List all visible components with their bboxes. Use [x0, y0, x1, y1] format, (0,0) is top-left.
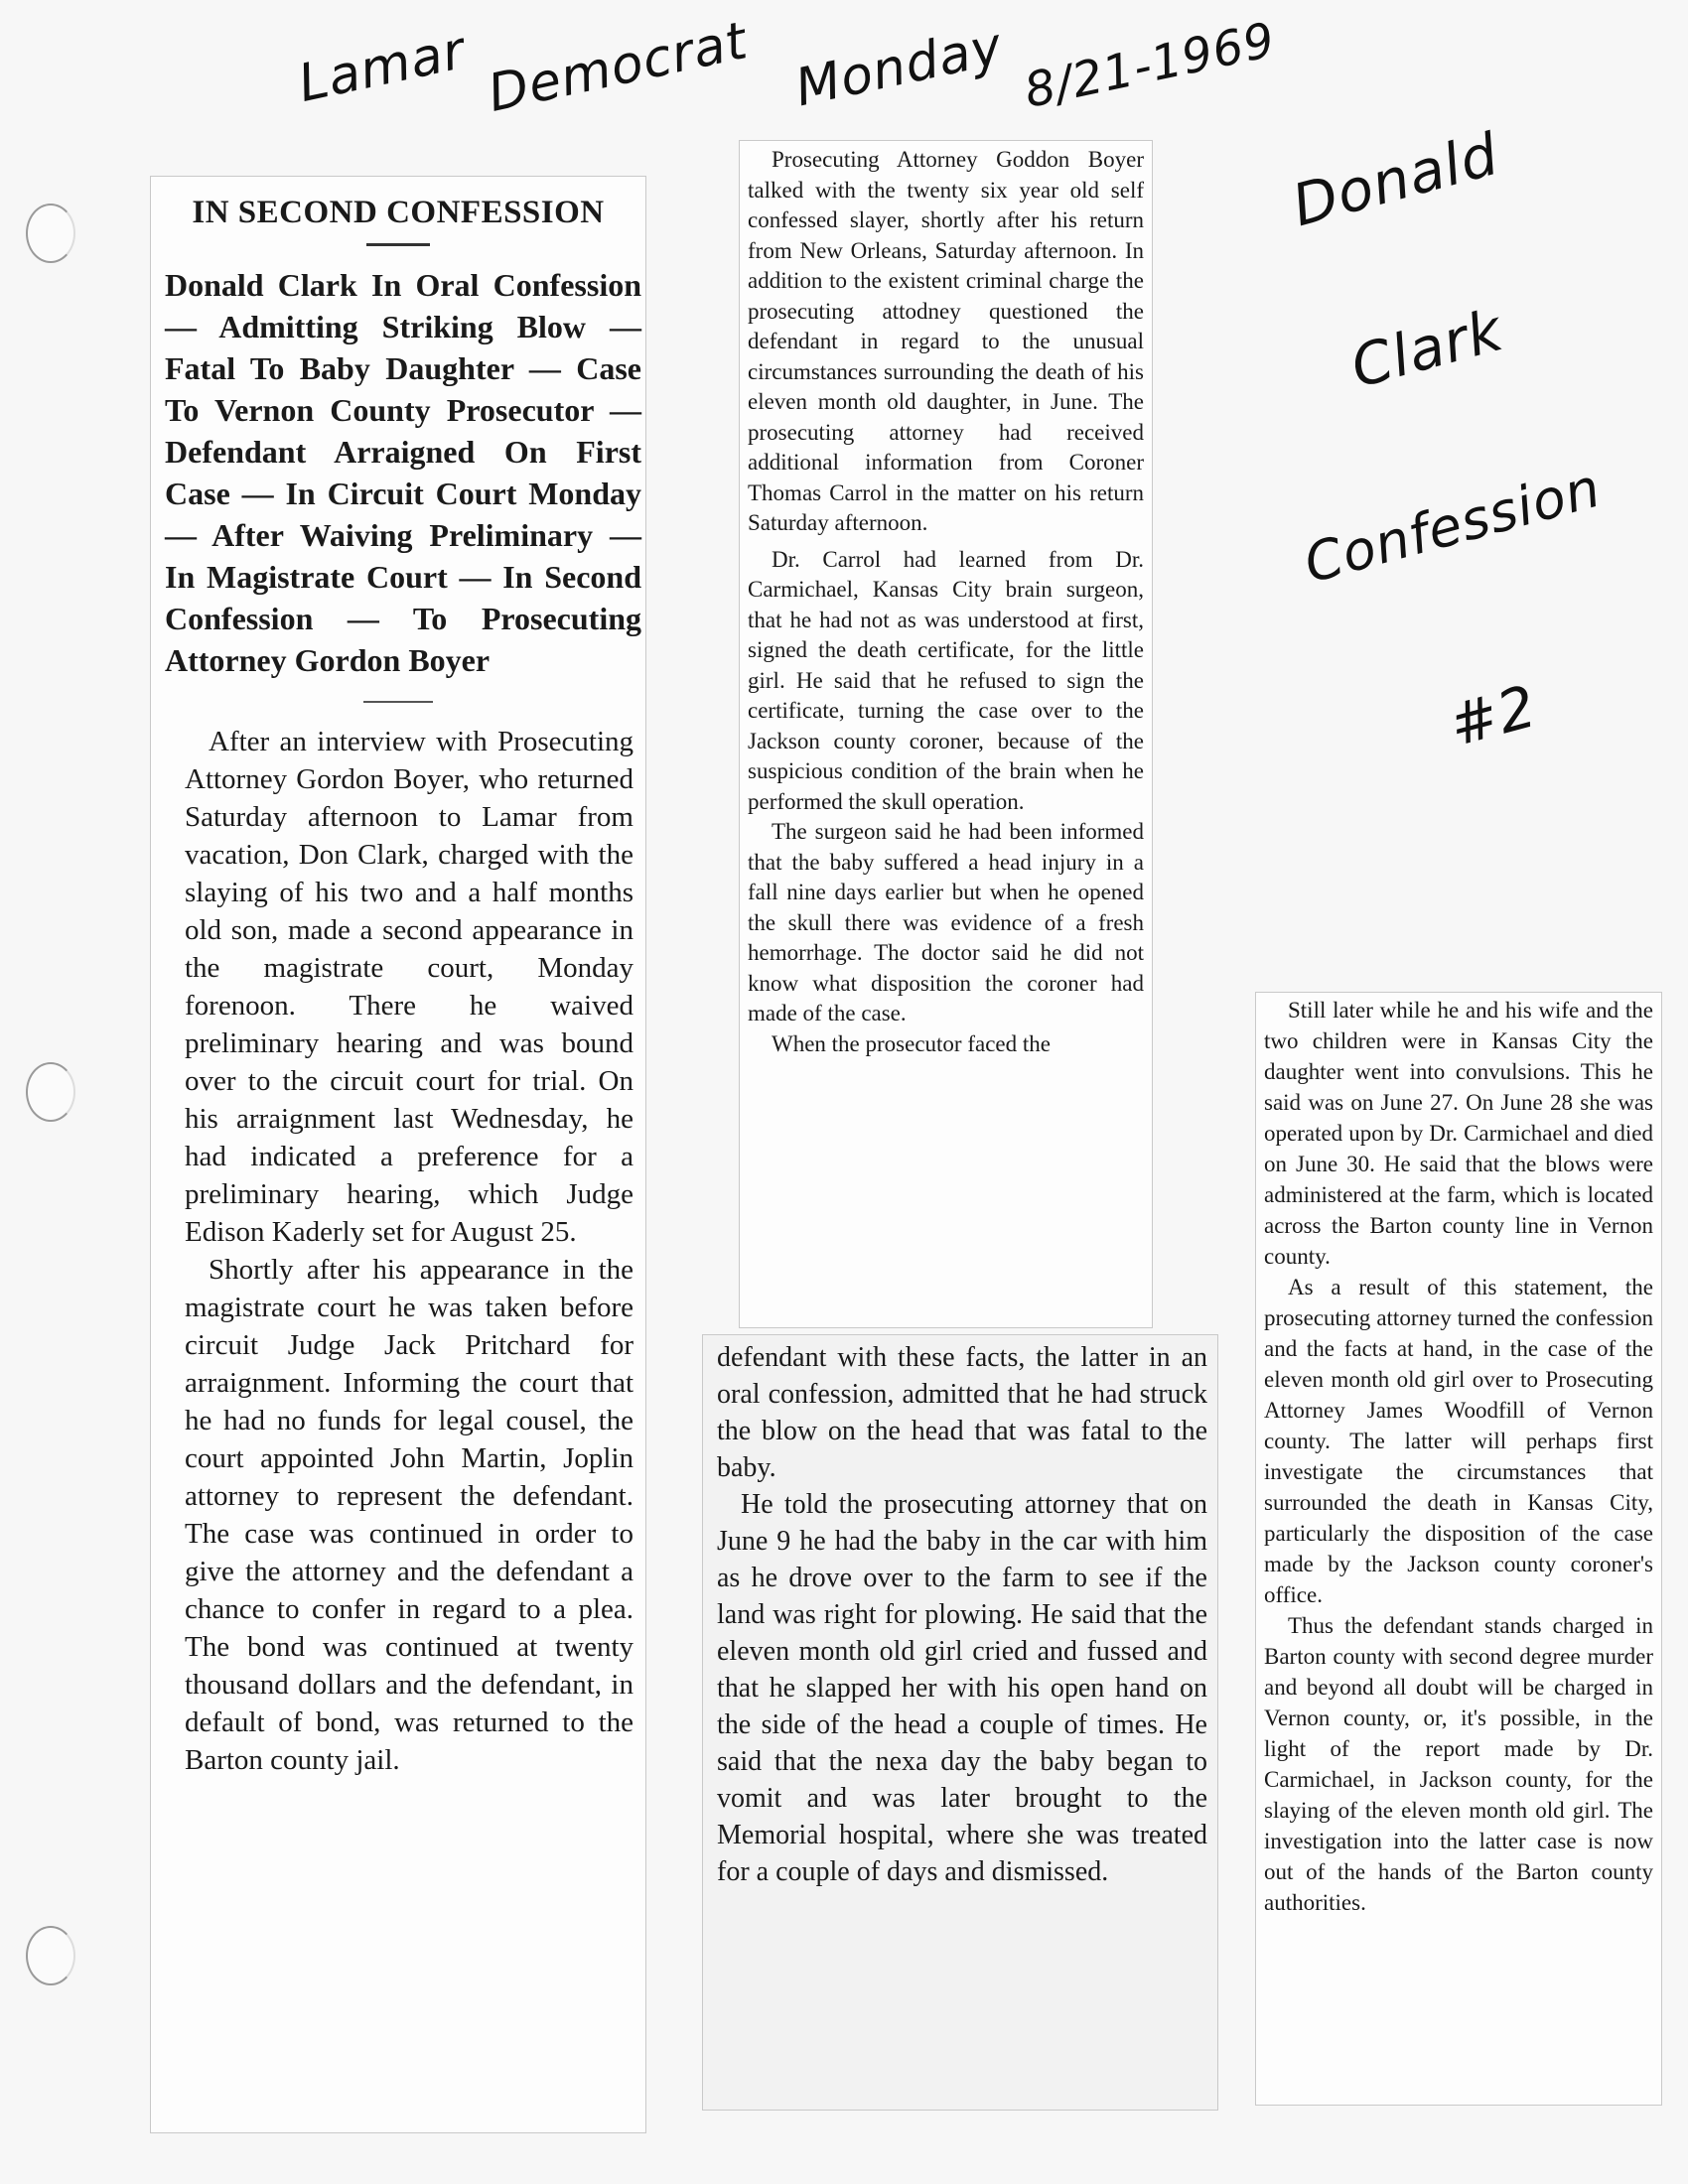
clipping-column-1 [151, 177, 645, 2132]
handwritten-label: Donald [1285, 119, 1506, 240]
clipping-column-2-upper [740, 141, 1152, 1327]
paragraph: After an interview with Prosecuting Attorney Gordon Boyer, who returned Saturday afternoon to Lamar from vacation, Don Clark, charged with the slaying of his two and a half months old son, made a second appearance in the magistrate court, Monday forenoon. There he waived preliminary hearing and was bound over to the circuit court for trial. On his arraignment last Wednesday, he had indicated a preference for a preliminary hearing, which Judge Edison Kaderly set for August 25. [185, 726, 633, 1248]
handwritten-label: Clark [1343, 296, 1510, 401]
paragraph: The surgeon said he had been informed that the baby suffered a head injury in a fall nine days earlier but when he opened the skull there was evidence of a fresh hemorrhage. The doctor said he did not know what disposition the coroner had made of the case. [748, 819, 1144, 1025]
headline: IN SECOND CONFESSION [192, 195, 605, 230]
paragraph: When the prosecutor faced the [772, 1030, 1051, 1056]
clipping-column-2-lower [703, 1335, 1217, 2110]
paragraph: Prosecuting Attorney Goddon Boyer talked with the twenty six year old self confessed slayer, shortly after his return from New Orleans, Saturday afternoon. In addition to the existent criminal charge the prosecuting attodney questioned the defendant in regard to the unusual circumstances surrounding the death of his eleven month old daughter, in June. The prosecuting attorney had received additional information from Coroner Thomas Carrol in the matter on his return Saturday afternoon. [748, 147, 1144, 535]
handwritten-source-note: Lamar [293, 21, 471, 115]
handwritten-label: Confession [1298, 456, 1608, 596]
divider [366, 243, 430, 246]
handwritten-source-note: Monday [789, 16, 1009, 119]
paragraph: defendant with these facts, the latter in an oral confession, admitted that he had struck the blow on the head that was fatal to the baby. [717, 1342, 1207, 1483]
punch-hole [26, 1926, 75, 1985]
punch-hole [26, 204, 75, 263]
handwritten-source-note: Democrat [483, 11, 753, 124]
subheadline-deck: Donald Clark In Oral Confession — Admitting Striking Blow — Fatal To Baby Daughter — Case To Vernon County Prosecutor — Defendant Arraigned On First Case — In Circuit Court Monday — After Waiving Preliminary — In Magistrate Court — In Second Confession — To Prosecuting Attorney Gordon Boyer [165, 267, 641, 678]
punch-hole [26, 1062, 75, 1122]
handwritten-label: #2 [1442, 671, 1544, 760]
divider [363, 701, 433, 703]
paragraph: Still later while he and his wife and the two children were in Kansas City the daughter went into convulsions. This he said was on June 27. On June 28 she was operated upon by Dr. Carmichael and died on June 30. He said that the blows were administered at the farm, which is located across the Barton county line in Vernon county. [1264, 998, 1653, 1269]
handwritten-date: 8/21-1969 [1019, 11, 1281, 120]
paragraph: As a result of this statement, the prosecuting attorney turned the confession and the facts at hand, in the case of the eleven month old girl over to Prosecuting Attorney James Woodfill of Vernon county. The latter will perhaps first investigate the circumstances that surrounded the death in Kansas City, particularly the disposition of the case made by the Jackson county coroner's office. [1264, 1275, 1653, 1607]
paragraph: Thus the defendant stands charged in Barton county with second degree murder and beyond all doubt will be charged in Vernon county, or, it's possible, in the light of the report made by Dr. Carmichael, in Jackson county, for the slaying of the eleven month old girl. The investigation into the latter case is now out of the hands of the Barton county authorities. [1264, 1613, 1653, 1915]
paragraph: Shortly after his appearance in the magistrate court he was taken before circuit Judge Jack Pritchard for arraignment. Informing the court that he had no funds for legal cousel, the court appointed John Martin, Joplin attorney to represent the defendant. The case was continued in order to give the attorney and the defendant a chance to confer in regard to a plea. The bond was continued at twenty thousand dollars and the defendant, in default of bond, was returned to the Barton county jail. [185, 1254, 633, 1776]
paragraph: He told the prosecuting attorney that on June 9 he had the baby in the car with him as he drove over to the farm to see if the land was right for plowing. He said that the eleven month old girl cried and fussed and that he slapped her with his open hand on the side of the head a couple of times. He said that the nexa day the baby began to vomit and was later brought to the Memorial hospital, where she was treated for a couple of days and dismissed. [717, 1489, 1207, 1887]
paragraph: Dr. Carrol had learned from Dr. Carmichael, Kansas City brain surgeon, that he had not as was understood at first, signed the death certificate, for the little girl. He said that he refused to sign the certificate, turning the case over to the Jackson county coroner, because of the suspicious condition of the brain when he performed the skull operation. [748, 546, 1144, 814]
clipping-column-3 [1256, 993, 1661, 2105]
